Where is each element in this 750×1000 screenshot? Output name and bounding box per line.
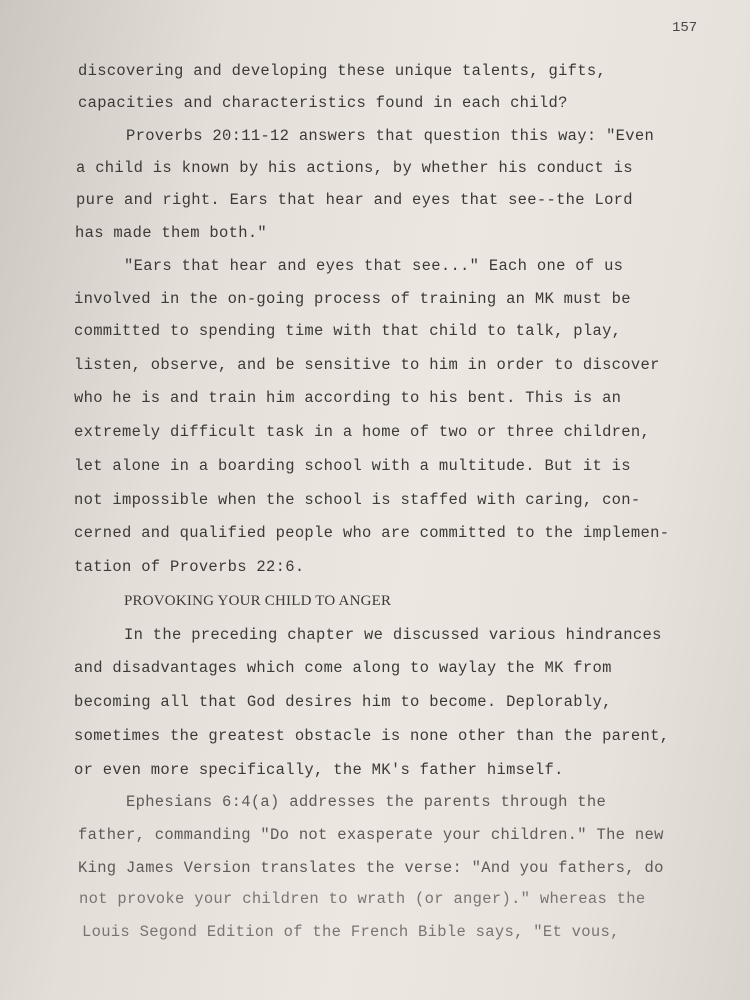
text-line: extremely difficult task in a home of two or three children, (74, 423, 651, 441)
text-line: sometimes the greatest obstacle is none other than the parent, (74, 727, 670, 745)
text-line: listen, observe, and be sensitive to him in order to discover (74, 356, 660, 374)
text-line: not impossible when the school is staffed with caring, con- (74, 491, 641, 509)
text-line: and disadvantages which come along to waylay the MK from (74, 659, 612, 677)
text-line: let alone in a boarding school with a multitude. But it is (74, 457, 631, 475)
text-line: pure and right. Ears that hear and eyes that see--the Lord (76, 191, 633, 209)
section-heading: PROVOKING YOUR CHILD TO ANGER (124, 593, 392, 609)
text-line: father, commanding "Do not exasperate your children." The new (78, 826, 664, 844)
text-line: who he is and train him according to his bent. This is an (74, 389, 622, 407)
text-line: becoming all that God desires him to become. Deplorably, (74, 693, 612, 711)
text-line: "Ears that hear and eyes that see..." Each one of us (124, 257, 624, 275)
page-number: 157 (672, 20, 698, 36)
text-line: capacities and characteristics found in each child? (78, 94, 568, 112)
text-line: committed to spending time with that child to talk, play, (74, 322, 622, 340)
text-line: King James Version translates the verse: "And you fathers, do (78, 859, 664, 877)
text-line: Proverbs 20:11-12 answers that question this way: "Even (126, 127, 655, 145)
text-line: cerned and qualified people who are committed to the implemen- (74, 524, 670, 542)
text-line: Louis Segond Edition of the French Bible says, "Et vous, (82, 923, 620, 941)
text-line: involved in the on-going process of training an MK must be (74, 290, 631, 308)
text-line: has made them both." (75, 224, 268, 242)
text-line: not provoke your children to wrath (or anger)." whereas the (79, 890, 646, 908)
text-line: discovering and developing these unique talents, gifts, (78, 62, 607, 80)
text-line: In the preceding chapter we discussed various hindrances (124, 626, 662, 644)
text-line: a child is known by his actions, by whether his conduct is (76, 159, 633, 177)
text-line: tation of Proverbs 22:6. (74, 558, 305, 576)
text-line: Ephesians 6:4(a) addresses the parents through the (126, 793, 607, 811)
text-line: or even more specifically, the MK's father himself. (74, 761, 564, 779)
